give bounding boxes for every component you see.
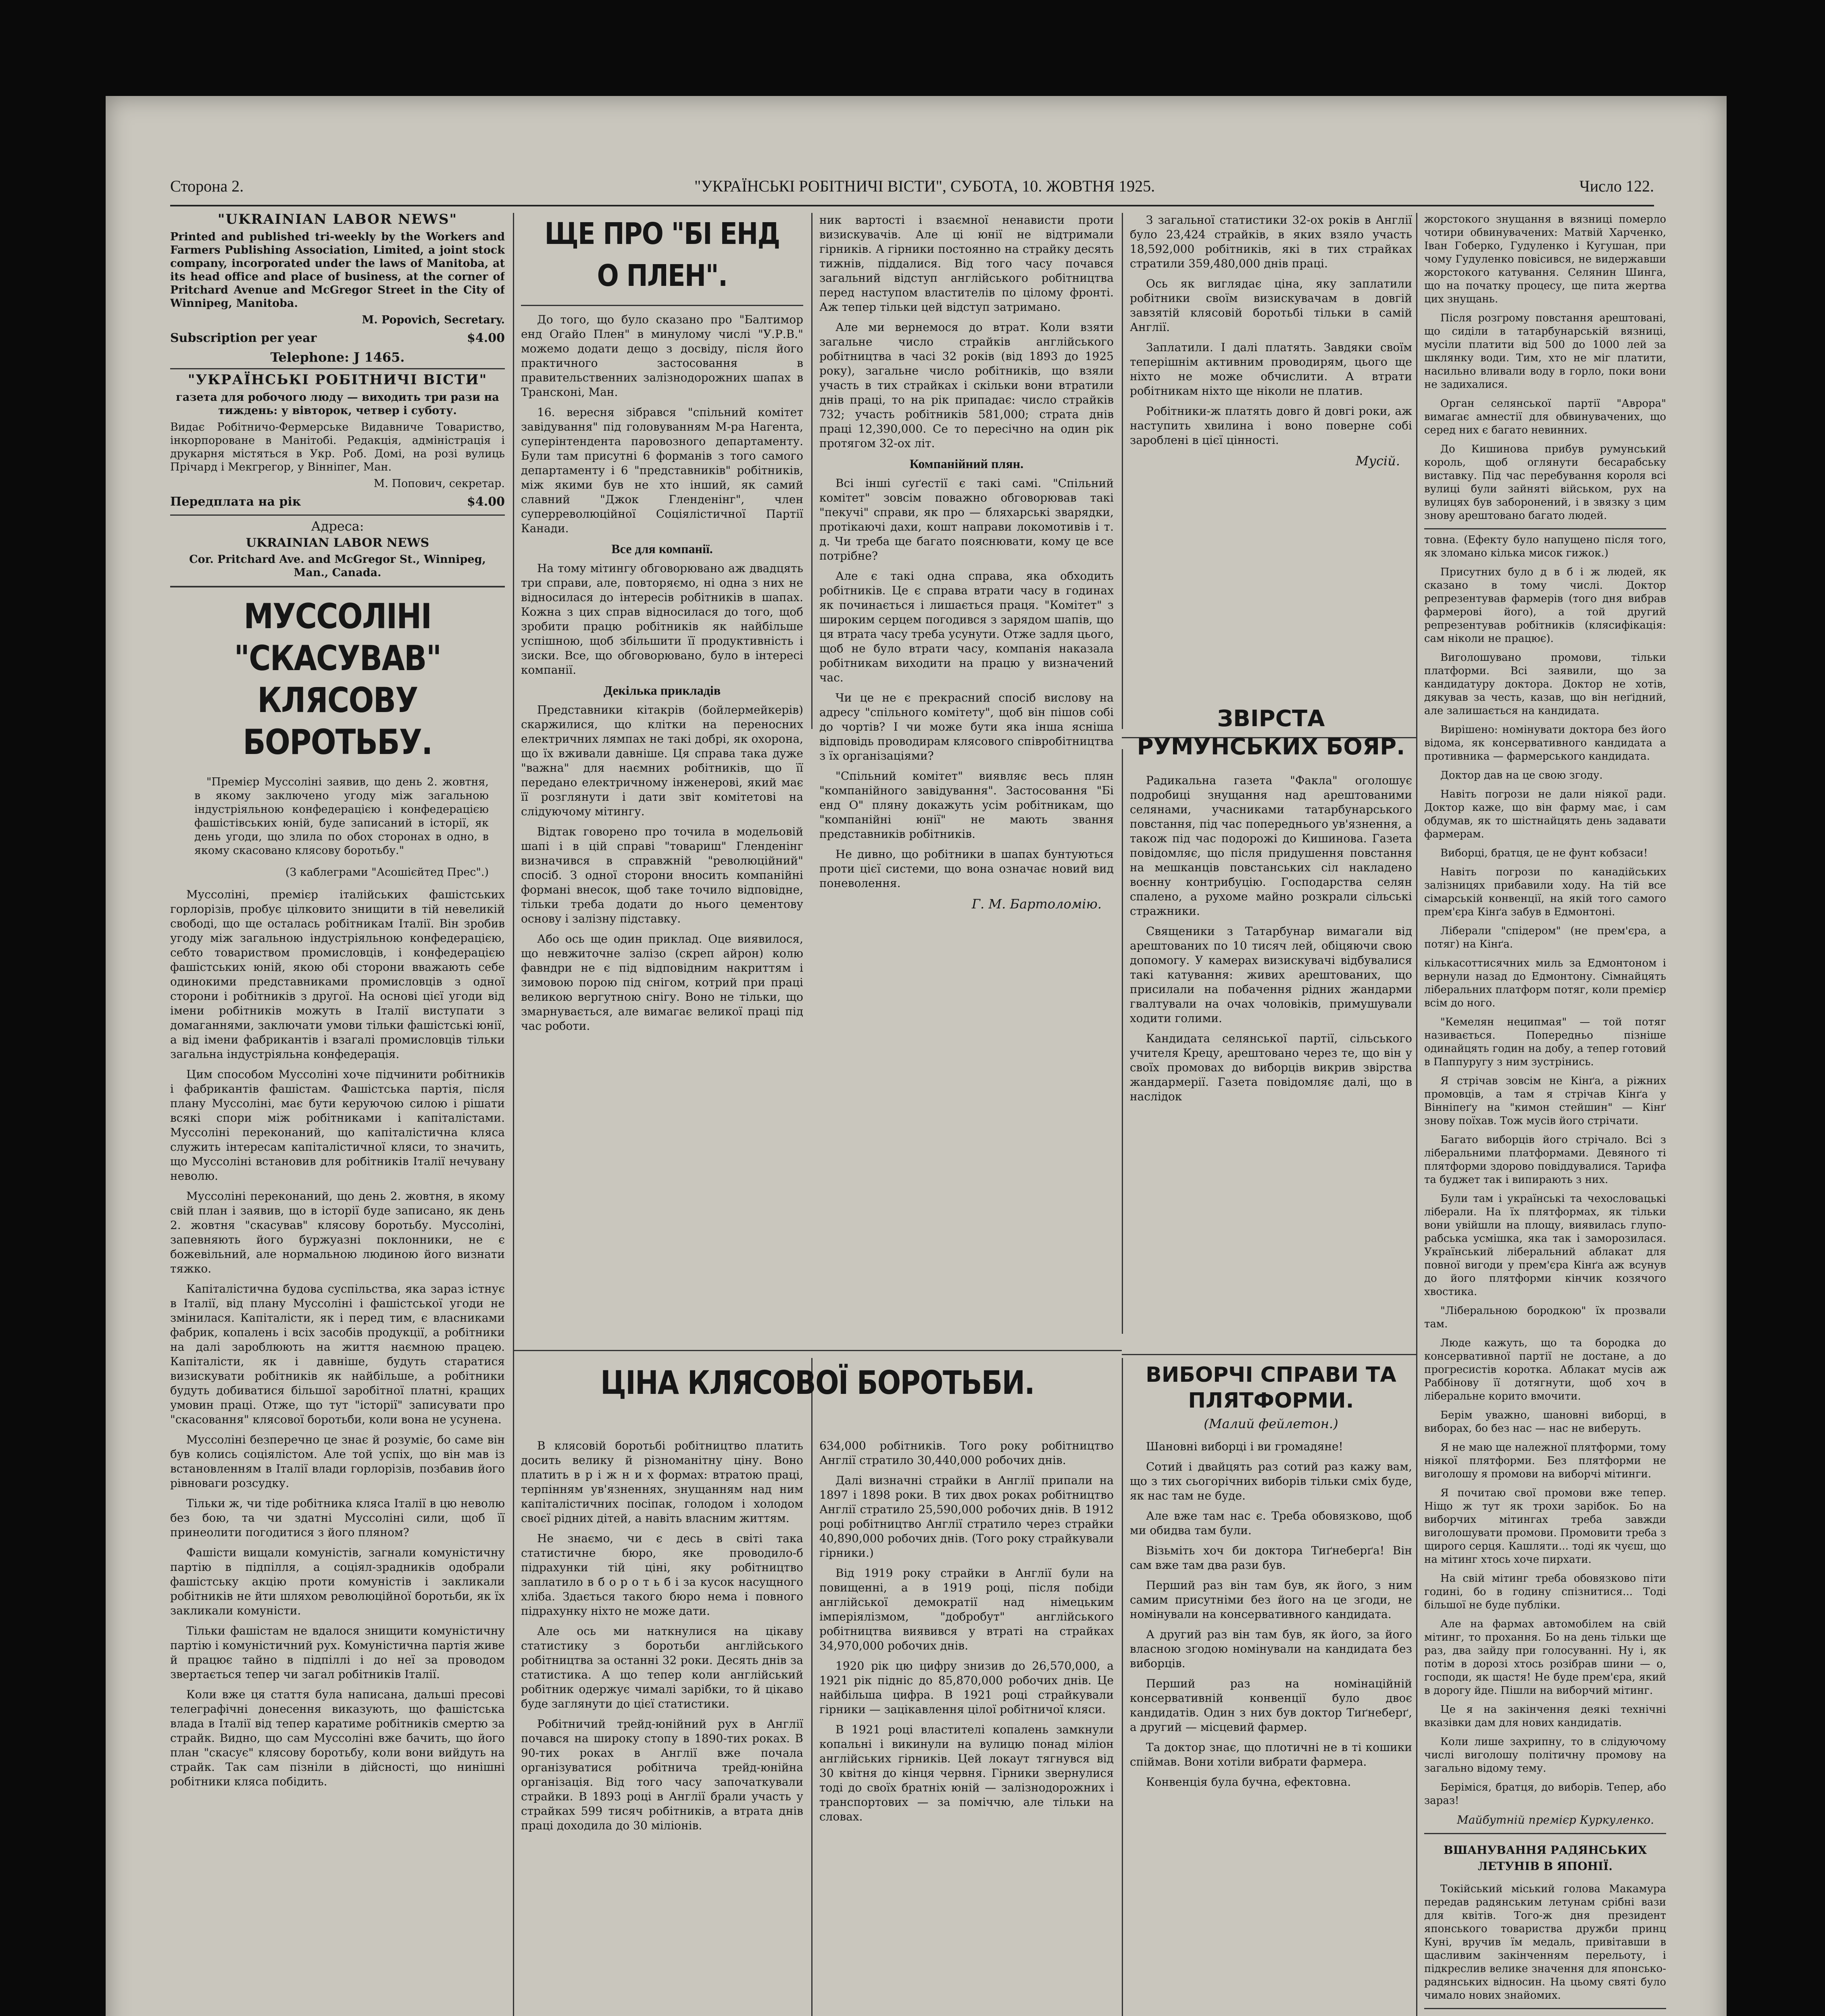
address-name: UKRAINIAN LABOR NEWS bbox=[246, 536, 429, 550]
paragraph: Коли лише захрипну, то в слідуючому числі виголошу політичну промову на загально відому тему. bbox=[1424, 1736, 1666, 1774]
paragraph: В 1921 році властителі копалень замкнули копальні і викинули на вулицю понад міліон англійських гірників. Цей локаут тягнувся від 30 квітня до кінця червня. Гірники звернулися тоді до своїх братніх юній — залізнодорожних і транспортових — за поміччю, але тільки на словах. bbox=[819, 1723, 1114, 1823]
paragraph: Але є такі одна справа, яка обходить робітників. Це є справа втрати часу в годинах як починається і лишається праця. "Комітет" з широким серцем погодився з зарядом шапів, що ця втрата часу треба усунути. Отже задля цього, щоб не було втрати часу, компанія наказала робітникам виходити на працю у визначений час. bbox=[819, 569, 1114, 684]
article-signature: Г. М. Бартоломію. bbox=[971, 896, 1102, 912]
article-mussolini bbox=[170, 596, 505, 1789]
paragraph: Не знаємо, чи є десь в світі така статистичне бюро, яке проводило-б підрахунки тій ціні, яку робітництво заплатило в б о р о т ь б і за кусок насущного хліба. Здається такого бюро нема і повного підрахунку ніхто не може дати. bbox=[521, 1532, 803, 1618]
paragraph: Присутних було д в б і ж людей, як сказано в тому числі. Доктор репрезентував фармерів (того дня вибрав фармерові його), а той другий репрезентував робітників (клясифікація: сам ніколи не працює). bbox=[1424, 566, 1666, 645]
paragraph: Це я на закінчення деякі технічні вказівки дам для нових кандидатів. bbox=[1424, 1704, 1666, 1729]
article-signature: Майбутній премієр Куркуленко. bbox=[1457, 1813, 1654, 1826]
paragraph: Виборці, братця, це не фунт кобзаси! bbox=[1440, 847, 1648, 859]
paragraph: Цим способом Муссоліні хоче підчинити робітників і фабрикантів фашістам. Фашістська партія, після плану Муссоліні, має бути керуючою силою і рішати всякі спори між робітниками і капіталістами. Муссоліні переконаний, що капіталістична кляса служить інтересам капіталістичної кляси, то значить, що Муссоліні встановив для робітників Італії нечувану неволю. bbox=[170, 1068, 505, 1183]
paragraph: Відтак говорено про точила в модельовій шапі і в цій справі "товариш" Гленденінг визначився в справжній "революційний" спосіб. З одної сторони вносить компанійні формані внесок, щоб таке точило відповідне, тільки треба додати до нього цементову основу і залізну підставку. bbox=[521, 825, 803, 925]
paragraph: Муссоліні, премієр італійських фашістських горлорізів, пробує цілковито знищити в тій невеликій свободі, що ще осталась робітникам Італії. Він зробив угоду між загальною індустріяльною конфедерацією, себто товариством промисловців, і конфедерацією фашістських юній, якою обі сторони вважають себе одинокими представниками промисловців з одної сторони і робітників з другої. На основі цієї угоди від імени робітників можуть в Італії виступати з домаганнями, заключати умови тільки фашістські юнії, а від імени фабрикантів і взагалі промисловців тільки загальна індустріяльна конфедерація. bbox=[170, 888, 505, 1061]
japan-text: Токійський міський голова Макамура передав радянським летунам срібні вази для квітів. Того-ж дня президент японського товариства дружби принц Куні, вручив їм медаль, привітавши в щасливим закінченням перельоту, і підкреслив велике значення для японсько-радянських відносин. На цьому святі було чимало нових знайомих. bbox=[1424, 1883, 1666, 2001]
section-rule bbox=[513, 1350, 1122, 1351]
paragraph: Представники кітакрів (бойлермейкерів) скаржилися, що клітки на переносних електричних лямпах не такі добрі, як охорона, що їх вживали давніше. Ця справа така дуже "важна" для наємних робітників, що її передано електричному інженерові, який має її розглянути і дати звіт комітетові на слідуючому мітингу. bbox=[521, 703, 803, 818]
romania-continued bbox=[1424, 213, 1666, 523]
paragraph: Люде кажуть, що та бородка до консервативної партії не достане, а до прогресистів коротка. Аблакат мусів аж Раббінову її дотягнути, щоб хоч в ліберальне корито вмочити. bbox=[1424, 1337, 1666, 1402]
paragraph: "Кемелян неципмая" — той потяг називається. Попередньо пізніше одинайцять годин на добу, а тепер готовий в Паппуругу з ним зустрінись. bbox=[1424, 1016, 1666, 1068]
article-signature: Мусій. bbox=[1355, 453, 1400, 469]
paragraph: Та доктор знає, що плотичні не в ті кошики спіймав. Вони хотіли вибрати фармера. bbox=[1130, 1741, 1412, 1768]
column-rule bbox=[513, 213, 514, 2016]
paragraph: Капіталістична будова суспільства, яка зараз істнує в Італії, від плану Муссоліні і фашістської угоди не змінилася. Капіталісти, як і перед тим, є власниками фабрик, копалень і всіх засобів продукції, а робітники на далі зароблюють на життя наємною працею. Капіталісти, як і давніше, будуть старатися визискувати робітників як найбільше, а робітники будуть добиватися більшої заробітної платні, кращих умовин праці. Отже, що тут "історії" записувати про "скасовання" клясової боротьби, коли вона не усунена. bbox=[170, 1282, 505, 1426]
paragraph: Муссоліні безперечно це знає й розуміє, бо саме він був колись соціялістом. Але той успіх, що він мав із встановленням в Італії влади горлорізів, позбавив його рівноваги розсудку. bbox=[170, 1433, 505, 1490]
paragraph: Чи це не є прекрасний спосіб вислову на адресу "спільного комітету", щоб він пішов собі до чортів? І чи може бути яка інша ясніша відповідь проводирам клясового співробітництва з їх організаціями? bbox=[819, 691, 1114, 762]
section-rule bbox=[1122, 1354, 1416, 1355]
column-rule bbox=[1122, 1358, 1123, 2016]
paragraph: На свій мітинг треба обовязково піти годині, бо в годину спізнитися... Тоді більшої не буде публіки. bbox=[1424, 1572, 1666, 1611]
paragraph: Священики з Татарбунар вимагали від арештованих по 10 тисяч лей, обіцяючи свою допомогу. У камерах визискувачі відбувалися такі катування: живих арештованих, що присилали на побачення рідних жандарми гвалтували на очах чоловіків, примушували ходити голими. bbox=[1130, 925, 1412, 1025]
subheading: Компанійний плян. bbox=[909, 456, 1024, 471]
article-class-price-headline bbox=[521, 1362, 1114, 1435]
article-headline: ЦІНА КЛЯСОВОЇ БОРОТЬБИ. bbox=[600, 1364, 1034, 1402]
article-headline: ЩЕ ПРО "БІ ЕНД О ПЛЕН". bbox=[544, 217, 780, 293]
column-rule bbox=[811, 1358, 812, 2016]
paragraph: "Спільний комітет" виявляє весь плян "компанійного завідування". Застосовання "Бі енд О" пляну докажуть усім робітникам, що "компанійні юнії" не мають звання представників робітників. bbox=[819, 769, 1114, 841]
japan-headline: ВШАНУВАННЯ РАДЯНСЬКИХ ЛЕТУНІВ В ЯПОНІЇ. bbox=[1444, 1843, 1647, 1873]
paragraph: Фашісти вищали комуністів, загнали комуністичну партію в підпілля, а соціял-зрадників одобрали фашістську акцію проти комуністів і закликали робітників не йти шляхом революційної боротьби, як їх закликали комуністи. bbox=[170, 1546, 505, 1617]
paragraph: Але ось ми наткнулися на цікаву статистику з боротьби англійського робітництва за останні 32 роки. Десять днів за статистика. А що тепер коли англійський робітник одержує чималі зарібки, то й цікаво буде заглянути до цієї статистики. bbox=[521, 1624, 803, 1710]
paragraph: Коли вже ця стаття була написана, дальші пресові телеграфічні донесення виказують, що фашістська влада в Італії від тепер каратиме робітників смертю за страйк. Видно, що сам Муссоліні вже бачить, що його план "скасує" клясову боротьбу, коли вони вийдуть на страйк. Так сам пізніли в дійсності, що нинішні робітники кляса побідить. bbox=[170, 1688, 505, 1788]
masthead-ukr-tagline: газета для робочого люду — виходить три рази на тиждень: у вівторок, четвер і суботу. bbox=[176, 391, 499, 417]
article-elections bbox=[1130, 1362, 1412, 2016]
paragraph: Або ось ще один приклад. Оце виявилося, що невжиточне залізо (скреп айрон) колю фавндри не є під відповідним накриттям і зимовою порою під снігом, котрий при праці великою вергутною снігу. Воно не тільки, що змарнувається, але вимагає великої праці під час роботи. bbox=[521, 932, 803, 1033]
address-line: Cor. Pritchard Ave. and McGregor St., Winnipeg, Man., Canada. bbox=[189, 553, 486, 579]
paragraph: До Кишинова прибув румунський король, щоб оглянути бесарабську виставку. Під час перебування короля всі вулиці були зайняті військом, рух на вулицях був заборонений, і в звязку з цим знову арештовано багато людей. bbox=[1424, 443, 1666, 522]
paragraph: З загальної статистики 32-ох років в Англії було 23,424 страйків, в яких взяло участь 18,592,000 робітників, які в тих страйках стратили 359,480,000 днів праці. bbox=[1130, 213, 1412, 270]
article-class-price-col2 bbox=[819, 1439, 1114, 2016]
paragraph: Вирішено: номінувати доктора без його відома, як консервативного кандидата а противника — фармерського кандидата. bbox=[1424, 724, 1666, 762]
paragraph: Візьміть хоч би доктора Тиґнеберґа! Він сам вже там два рази був. bbox=[1130, 1544, 1412, 1572]
paragraph: Навіть погрози не дали ніякої ради. Доктор каже, що він фарму має, і сам обдумав, як то шістнайцять день задавати фармерам. bbox=[1424, 788, 1666, 840]
paragraph: Були там і українські та чехословацькі ліберали. На їх плятформах, як тільки вони увійшли на площу, виявилась глупо-рабська усмішка, яка так і заморозилася. Український ліберальний аблакат для повної вигоди у прем'єра Кінґа аж всунув до його плятформи кінчик козячого хвостика. bbox=[1424, 1193, 1666, 1298]
paragraph: Я не маю ще належної плятформи, тому ніякої плятформи. Без плятформи не виголошу я промови на виборчі мітинги. bbox=[1424, 1441, 1666, 1480]
paragraph: А другий раз він там був, як його, за його власною згодою номінували на кандидата без виборців. bbox=[1130, 1628, 1412, 1670]
article-biend-col2 bbox=[819, 213, 1114, 1334]
paragraph: Радикальна газета "Факла" оголошує подробиці знущання над арештованими селянами, учасниками татарбунарського повстання, під час попереднього ув'язнення, а також під час подорожі до Кишинова. Газета повідомляє, що після придушення повстання на мешканців повстанських сіл накладено воєнну контрибуцію. Господарства селян спалено, а рухоме майно розкрали сільські стражники. bbox=[1130, 774, 1412, 918]
paragraph: Шановні виборці і ви громадяне! bbox=[1146, 1440, 1343, 1453]
masthead-ukr-secretary: М. Попович, секретар. bbox=[373, 477, 505, 490]
paragraph: Перший раз він там був, як його, з ним самим присутніми без його на це згоди, не номінували на консервативного кандидата. bbox=[1130, 1579, 1412, 1621]
paragraph: товна. (Ефекту було напущено після того, як зломано кілька мисок гижок.) bbox=[1424, 534, 1666, 559]
quote-source: (З каблеграми "Асошієйтед Прес".) bbox=[285, 866, 489, 879]
column-rule bbox=[811, 213, 812, 729]
page-header bbox=[170, 173, 1654, 206]
column-right bbox=[1424, 213, 1666, 2016]
article-headline: ВИБОРЧІ СПРАВИ ТА ПЛЯТФОРМИ. bbox=[1146, 1363, 1396, 1413]
paragraph: Але ми вернемося до втрат. Коли взяти загальне число страйків англійського робітництва в часі 32 років (від 1893 до 1925 року), загальне число робітників, що взяли участь в тих страйках і скільки вони втратили днів праці, то на рік припадає: число страйків 732; участь робітників 581,000; страта днів праці 12,390,000. Се то пересічно на один рік протягом 32-ох літ. bbox=[819, 321, 1114, 450]
paragraph: Заплатили. І далі платять. Завдяки своїм теперішнім активним проводирям, цього ще ніхто не може обчислити. А втрати робітникам ніхто ще ніколи не платив. bbox=[1130, 341, 1412, 398]
paragraph: Сотий і двайцять раз сотий раз кажу вам, що з тих сьогорічних виборів тільки сміх буде, як нас там не буде. bbox=[1130, 1460, 1412, 1502]
paragraph: Муссоліні переконаний, що день 2. жовтня, в якому свій план і заявив, що в історії буде записано, як день 2. жовтня "скасував" клясову боротьбу. Муссоліні, запевняють його буржуазні поклонники, не є божевільний, але нормальною людиною його визнати тяжко. bbox=[170, 1189, 505, 1275]
paragraph: 634,000 робітників. Того року робітництво Англії стратило 30,440,000 робочих днів. bbox=[819, 1439, 1114, 1467]
column-rule bbox=[1122, 749, 1123, 1334]
paragraph: До того, що було сказано про "Балтимор енд Огайо Плен" в минулому числі "У.Р.В." можемо додати дещо з досвіду, після його практичного застосовання в правительственних залізнодорожних шапах в Трансконі, Ман. bbox=[521, 313, 803, 399]
masthead-ukr-name: "УКРАЇНСЬКІ РОБІТНИЧІ ВІСТИ" bbox=[188, 372, 487, 388]
paragraph: Перший раз на номінаційній консервативній конвенції було двоє кандидатів. Один з них був доктор Тиґнеберґ, а другий — місцевий фармер. bbox=[1130, 1677, 1412, 1734]
masthead-english-name: "UKRAINIAN LABOR NEWS" bbox=[217, 213, 458, 227]
paragraph: Але на фармах автомобілем на свій мітинг, то прохання. Бо на день тільки ще раз, два зайду при голосуванні. Ну і, як потім в дорозі хтось розібрав шини — о, господи, як щастя! Не буде прем'єра, який в дорогу йде. Пішли на виборчий мітинг. bbox=[1424, 1618, 1666, 1697]
article-headline: ЗВІРСТА РУМУНСЬКИХ БОЯР. bbox=[1137, 706, 1405, 760]
paragraph: "Ліберальною бородкою" їх прозвали там. bbox=[1424, 1305, 1666, 1330]
paragraph: Кандидата селянської партії, сільського учителя Крецу, арештовано через те, що він у своїх промовах до виборців викрив звірства жандармерії. Газета повідомляє далі, що в наслідок bbox=[1130, 1032, 1412, 1103]
paragraph: Доктор дав на це свою згоду. bbox=[1440, 769, 1603, 781]
subheading: Декілька прикладів bbox=[603, 683, 721, 698]
paragraph: Від 1919 року страйки в Англії були на повищенні, а в 1919 році, після побіди англійської демократії над німецьким імперіялізмом, "добробут" англійського робітництва виявився у втраті на страйках 34,970,000 робочих днів. bbox=[819, 1566, 1114, 1652]
article-romania bbox=[1130, 624, 1412, 1350]
ukr-subscription-row: Передплата на рік $4.00 bbox=[170, 495, 505, 509]
paragraph: Ліберали "спідером" (не прем'єра, а потяг) на Кінґа. bbox=[1424, 925, 1666, 950]
masthead-english-desc: Printed and published tri-weekly by the Workers and Farmers Publishing Association, Limited, a joint stock company, incorporated under the laws of Manitoba, at its head office and place of business, at the corner of Pritchard Avenue and McGregor Street in the City of Winnipeg, Manitoba. bbox=[170, 231, 505, 310]
paragraph: Ось як виглядає ціна, яку заплатили робітники своїм визискувачам в довгій завзятій клясовій боротьбі тільки в самій Англії. bbox=[1130, 277, 1412, 334]
column-rule bbox=[1122, 213, 1123, 729]
article-quote: "Премієр Муссоліні заявив, що день 2. жовтня, в якому заключено угоду між загальною індустріяльною конфедерацією і конфедерацією фашістівських юній, буде записаний в історії, як день угоди, що злила по обох сторонах в одно, в якому скасовано клясову боротьбу." bbox=[194, 776, 489, 857]
paragraph: Тільки фашістам не вдалося знищити комуністичну партію і комуністичний рух. Комуністична партія живе й працює тайно в підпіллі і до неї за проводом звертається тепер чи загал робітників Італії. bbox=[170, 1624, 505, 1681]
column-left bbox=[170, 213, 505, 2016]
newspaper-page bbox=[106, 96, 1727, 2016]
paragraph: Робітничий трейд-юнійний рух в Англії почався на широку стопу в 1890-тих роках. В 90-тих роках в Англії вже почала організуватися робітнича трейд-юнійна організація. Від того часу започаткували страйки. В 1893 році в Англії брали участь у страйках 599 тисяч робітників, а втрата днів праці доходила до 30 міліонів. bbox=[521, 1717, 803, 1832]
article-class-price-col1 bbox=[521, 1439, 803, 2016]
paragraph: Берім уважно, шановні виборці, в виборах, бо без нас — нас не виберуть. bbox=[1424, 1409, 1666, 1435]
paragraph: Я стрічав зовсім не Кінґа, а ріжних промовців, а там я стрічав Кінґа у Вінніпеґу на "кимон стейшин" — Кінґ знову поїхав. Тож мусів його стрічати. bbox=[1424, 1075, 1666, 1127]
paragraph: кількасоттисячних миль за Едмонтоном і вернули назад до Едмонтону. Сімнайцять ліберальних платформ потяг, коли премієр всім до ного. bbox=[1424, 957, 1666, 1009]
subscription-row: Subscription per year $4.00 bbox=[170, 331, 505, 345]
paragraph: Беріміся, братця, до виборів. Тепер, або зараз! bbox=[1424, 1781, 1666, 1807]
masthead-secretary: M. Popovich, Secretary. bbox=[362, 314, 505, 326]
paragraph: На тому мітингу обговорювано аж двадцять три справи, але, повторяємо, ні одна з них не відносилася до інтересів робітників в шапах. Кожна з цих справ відносилася до того, щоб зробити працю робітників як найбільше успішною, щоб збільшити її продуктивність і зиски. Все, що обговорювано, було в інтересі компанії. bbox=[521, 562, 803, 677]
paragraph: Виголошувано промови, тільки платформи. Всі заявили, що за кандидатуру доктора. Доктор не хотів, дякував за честь, казав, що він неґідний, але залишається на кандидата. bbox=[1424, 652, 1666, 717]
subheading: Все для компанії. bbox=[611, 541, 713, 556]
paragraph: Конвенція була бучна, ефектовна. bbox=[1146, 1775, 1351, 1789]
masthead-telephone: Telephone: J 1465. bbox=[270, 350, 405, 365]
article-headline: МУССОЛІНІ "СКАСУВАВ" КЛЯСОВУ БОРОТЬБУ. bbox=[234, 596, 441, 762]
paragraph: Тільки ж, чи тіде робітника кляса Італії в цю неволю без бою, та чи здатні Муссоліні сили, щоб її принеолити погодитися з його пляном? bbox=[170, 1497, 505, 1539]
paragraph: Я почитаю свої промови вже тепер. Ніщо ж тут як трохи зарібок. Бо на виборчих мітингах треба завжди виголошувати промови. Промовити треба з щирого серця. Кашляти... тоді як чуєш, що на мітинг хтось хоче пирхати. bbox=[1424, 1487, 1666, 1566]
issue-number-label: Число 122. bbox=[1579, 177, 1654, 195]
masthead bbox=[170, 213, 505, 587]
paragraph: Після розгрому повстання арештовані, що сиділи в татарбунарській вязниці, мусіли платити від 500 до 1000 лей за шклянку води. Тим, хто не міг платити, насильно вливали воду в горло, поки вони не задихалися. bbox=[1424, 312, 1666, 391]
column-rule bbox=[1416, 213, 1417, 2016]
address-label: Адреса: bbox=[311, 519, 364, 534]
paragraph: Навіть погрози по канадійських залізницях прибавили ходу. На тій все сімарській конвенції, на якій того самого прем'єра Кінґа забув в Едмонтоні. bbox=[1424, 866, 1666, 918]
page-number-label: Сторона 2. bbox=[170, 177, 244, 195]
masthead-ukr-desc: Видає Робітничо-Фермерське Видавниче Товариство, інкорпороване в Манітобі. Редакція, адміністрація і друкарня містяться в Укр. Роб. Домі, на розі вулиць Прічард і Мекгрегор, у Вінніпег, Ман. bbox=[170, 421, 505, 473]
article-biend-col1 bbox=[521, 213, 803, 1334]
paragraph: Багато виборців його стрічало. Всі з ліберальними платформами. Девяного ті плятформи здорово повіддувалися. Тарифа та буджет так і випирають з них. bbox=[1424, 1134, 1666, 1186]
paragraph: Робітники-ж платять довго й довгі роки, аж наступить хвилина і воно поверне собі зароблені в цієї цінності. bbox=[1130, 404, 1412, 447]
paragraph: Всі інші суґестії є такі самі. "Спільний комітет" зовсім поважно обговорював такі "пекучі" справи, як про — бляхарські зварядки, протікаючі дахи, кошт направи локомотивів і т. д. Чи треба ще багато пояснювати, кому це все потрібне? bbox=[819, 477, 1114, 562]
elections-continued bbox=[1424, 533, 1666, 1826]
paragraph: жорстокого знущання в вязниці померло чотири обвинувачених: Матвій Харченко, Іван Гоберко, Гудуленко і Кугушан, при чому Гудуленко повісився, не видержавши жорстокого катування. Селянин Шинга, що на початку процесу, ще пита жертва цих знущань. bbox=[1424, 213, 1666, 305]
paragraph: ник вартості і взаємної ненависти проти визискувачів. Але ці юнії не відтримали гірників. А гірники постоянно на страйку десять тижнів, піддалися. Від того часу почався загальний відступ англійського робітництва перед наступом властителів по цілому фронті. Аж тепер тільки цей відступ затримано. bbox=[819, 213, 1114, 314]
paragraph: Не дивно, що робітники в шапах бунтуються проти цієї системи, що вона означає новий вид поневолення. bbox=[819, 848, 1114, 890]
paragraph: В клясовій боротьбі робітництво платить досить велику й різноманітну ціну. Воно платить в р і ж н и х формах: втратою праці, терпінням ув'язненнях, знущанням над ним капіталістичних посіпак, голодом і холодом своєї рідних дітей, а навіть власним життям. bbox=[521, 1439, 803, 1525]
paragraph: 1920 рік цю цифру знизив до 26,570,000, а 1921 рік підніс до 85,870,000 робочих днів. Це найбільша цифра. В 1921 році страйкували гірники — зацікавлення цілої робітничої кляси. bbox=[819, 1659, 1114, 1716]
article-subtitle: (Малий фейлетон.) bbox=[1204, 1416, 1338, 1431]
paragraph: Далі визначні страйки в Англії припали на 1897 і 1898 роки. В тих двох роках робітництво Англії стратило 25,590,000 робочих днів. В 1912 році робітництво Англії стратило через страйки 40,890,000 робочих днів. (Того року страйкували гірники.) bbox=[819, 1474, 1114, 1560]
header-title: "УКРАЇНСЬКІ РОБІТНИЧІ ВІСТИ", СУБОТА, 10. ЖОВТНЯ 1925. bbox=[694, 177, 1155, 195]
paragraph: Але вже там нас є. Треба обовязково, щоб ми обидва там були. bbox=[1130, 1509, 1412, 1537]
paragraph: Орган селянської партії "Аврора" вимагає амнестії для обвинувачених, що серед них є багато невинних. bbox=[1424, 398, 1666, 436]
paragraph: 16. вересня зібрався "спільний комітет завідування" під головуванням М-ра Нагента, суперінтендента паровозного департаменту. Були там присутні 6 форманів з того самого департаменту і 6 "представників" робітників, між якими був не хто інший, як самий славний "Джок Гленденінг", член суперреволюційної Соціялістичної Партії Канади. bbox=[521, 406, 803, 535]
